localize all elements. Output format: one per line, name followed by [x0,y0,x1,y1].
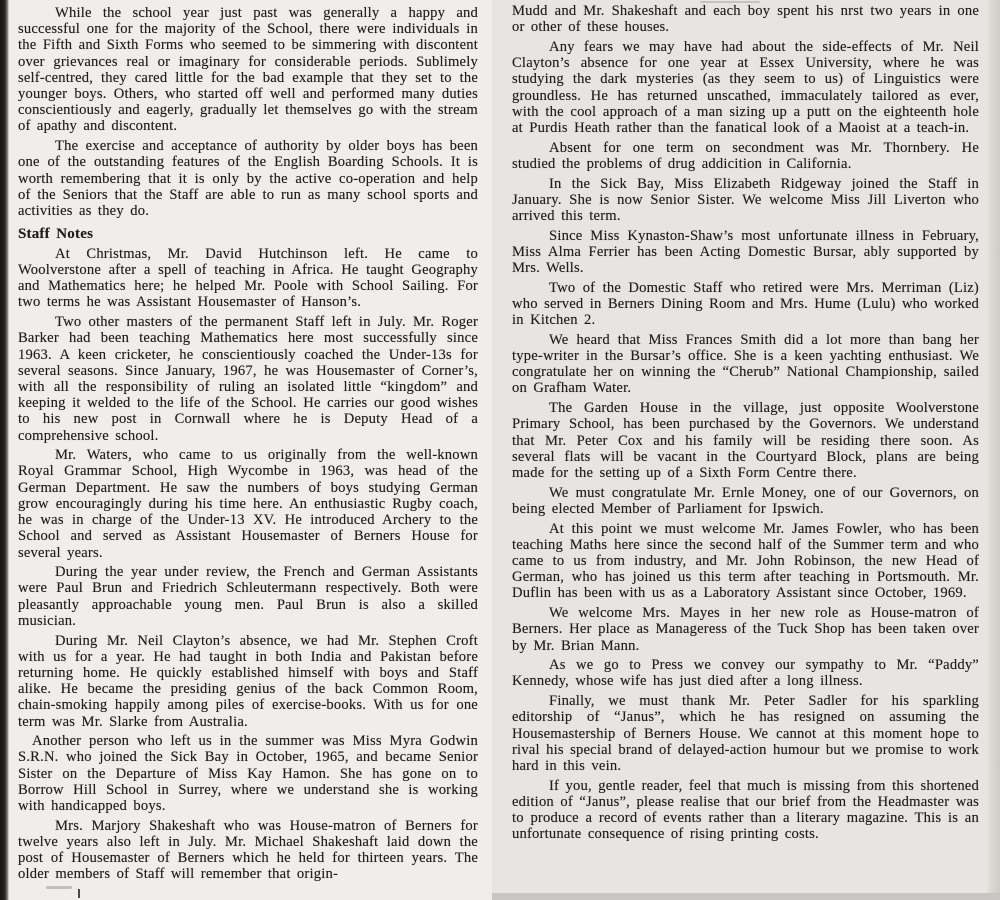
paragraph: Two other masters of the permanent Staff left in July. Mr. Roger Barker had been teaching Mathematics here most successfully since 1963. A keen cricketer, he conscientiously coached the Under-13s for several seasons. Since January, 1967, he was Housemaster of Corner’s, with all the responsibility of ruling an isolated little “kingdom” and keeping it welded to the life of the School. He carries our good wishes to his new post in Cornwall where he is Deputy Head of a comprehensive school. [18,314,478,444]
paragraph: Mrs. Marjory Shakeshaft who was House-matron of Berners for twelve years also left in July. Mr. Michael Shakeshaft laid down the post of Housemaster of Berners which he held for thirteen years. The older members of Staff will remember that origin- [18,817,478,883]
paragraph: At this point we must welcome Mr. James Fowler, who has been teaching Maths here since the second half of the Summer term and who came to us from industry, and Mr. John Robinson, the new Head of German, who has joined us this term after teaching in Portsmouth. Mr. Duflin has been with us as a Laboratory Assistant since October, 1969. [512,520,979,602]
paragraph: At Christmas, Mr. David Hutchinson left. He came to Woolverstone after a spell of teaching in Africa. He taught Geography and Mathematics here; he helped Mr. Poole with School Sailing. For two terms he was Assistant Housemaster of Hanson’s. [18,245,478,311]
paragraph: Finally, we must thank Mr. Peter Sadler for his sparkling editorship of “Janus”, which he has resigned on assuming the Housemastership of Berners House. We cannot at this moment hope to rival his special brand of delayed-action humour but we promise to work hard in this vein. [512,693,979,774]
left-column [18,5,478,883]
paragraph: During the year under review, the French and German Assistants were Paul Brun and Friedrich Schleutermann respectively. Both were pleasantly approachable young men. Paul Brun is also a skilled musician. [18,564,478,629]
scan-edge-right [986,0,1000,900]
scan-artifact [78,889,80,898]
scan-band-bottom [492,893,1000,900]
scan-artifact [46,886,72,889]
staff-notes-heading: Staff Notes [18,226,94,243]
paragraph-continuation: Mudd and Mr. Shakeshaft and each boy spent his nrst two years in one or other of these houses. [512,3,979,36]
paragraph: Absent for one term on secondment was Mr. Thornbery. He studied the problems of drug addicition in California. [512,139,979,172]
paragraph: While the school year just past was generally a happy and successful one for the majority of the School, there were individuals in the Fifth and Sixth Forms who seemed to be simmering with discontent over grievances real or imaginary for considerable periods. Sublimely self-centred, they cared little for the bad example that they set to the younger boys. Others, who started off well and performed many duties conscientiously and eagerly, gradually let themselves go with the stream of apathy and discontent. [18,5,478,135]
scan-edge-left [0,0,9,900]
paragraph: During Mr. Neil Clayton’s absence, we had Mr. Stephen Croft with us for a year. He had taught in both India and Pakistan before returning home. He quickly established himself with boys and Staff alike. He became the presiding genius of the back Common Room, chain-smoking happily among piles of exercise-books. With us for one term was Mr. Slarke from Australia. [18,632,478,730]
paragraph: Mr. Waters, who came to us originally from the well-known Royal Grammar School, High Wycombe in 1963, was head of the German Department. He saw the numbers of boys studying German grow encouragingly during his time here. An enthusiastic Rugby coach, he was in charge of the Under-13 XV. He introduced Archery to the School and served as Assistant Housemaster of Berners House for several years. [18,447,478,561]
paragraph: Two of the Domestic Staff who retired were Mrs. Merriman (Liz) who served in Berners Dining Room and Mrs. Hume (Lulu) who worked in Kitchen 2. [512,279,979,329]
paragraph: In the Sick Bay, Miss Elizabeth Ridgeway joined the Staff in January. She is now Senior Sister. We welcome Miss Jill Liverton who arrived this term. [512,175,979,224]
paragraph: If you, gentle reader, feel that much is missing from this shortened edition of “Janus”, please realise that our brief from the Headmaster was to produce a record of events rather than a literary magazine. This is an unfortunate consequence of rising printing costs. [512,777,979,843]
paragraph: We welcome Mrs. Mayes in her new role as House-matron of Berners. Her place as Manageress of the Tuck Shop has been taken over by Mr. Brian Mann. [512,605,979,654]
paragraph: Another person who left us in the summer was Miss Myra Godwin S.R.N. who joined the Sick Bay in October, 1965, and became Senior Sister on the Departure of Miss Kay Hamon. She has gone on to Borrow Hill School in Surrey, where we understand she is working with handicapped boys. [18,733,478,815]
paragraph: We heard that Miss Frances Smith did a lot more than bang her type-writer in the Bursar’s office. She is a keen yachting enthusiast. We congratulate her on winning the “Cherub” National Championship, sailed on Grafham Water. [512,331,979,397]
paragraph: As we go to Press we convey our sympathy to Mr. “Paddy” Kennedy, whose wife has just died after a long illness. [512,657,979,690]
paragraph: The Garden House in the village, just opposite Woolverstone Primary School, has been purchased by the Governors. We understand that Mr. Peter Cox and his family will be residing there soon. As several flats will be vacant in the Courtyard Block, plans are being made for the setting up of a Sixth Form Centre there. [512,400,979,481]
paragraph: Any fears we may have had about the side-effects of Mr. Neil Clayton’s absence for one year at Essex University, where he was studying the dark mysteries (as they seem to us) of Linguistics were groundless. He has returned unscathed, immaculately tailored as ever, with the cool approach of a man sizing up a putt on the eighteenth hole at Purdis Heath rather than the fanatical look of a Maoist at a teach-in. [512,38,979,136]
paragraph: Since Miss Kynaston-Shaw’s most unfortunate illness in February, Miss Alma Ferrier has been Acting Domestic Bursar, ably supported by Mrs. Wells. [512,227,979,277]
paragraph: We must congratulate Mr. Ernle Money, one of our Governors, on being elected Member of Parliament for Ipswich. [512,484,979,517]
paragraph: The exercise and acceptance of authority by older boys has been one of the outstanding features of the English Boarding Schools. It is worth remembering that it is only by the active co-operation and help of the Seniors that the Staff are able to run as many school sports and activities as they do. [18,138,478,219]
right-column [512,3,979,842]
